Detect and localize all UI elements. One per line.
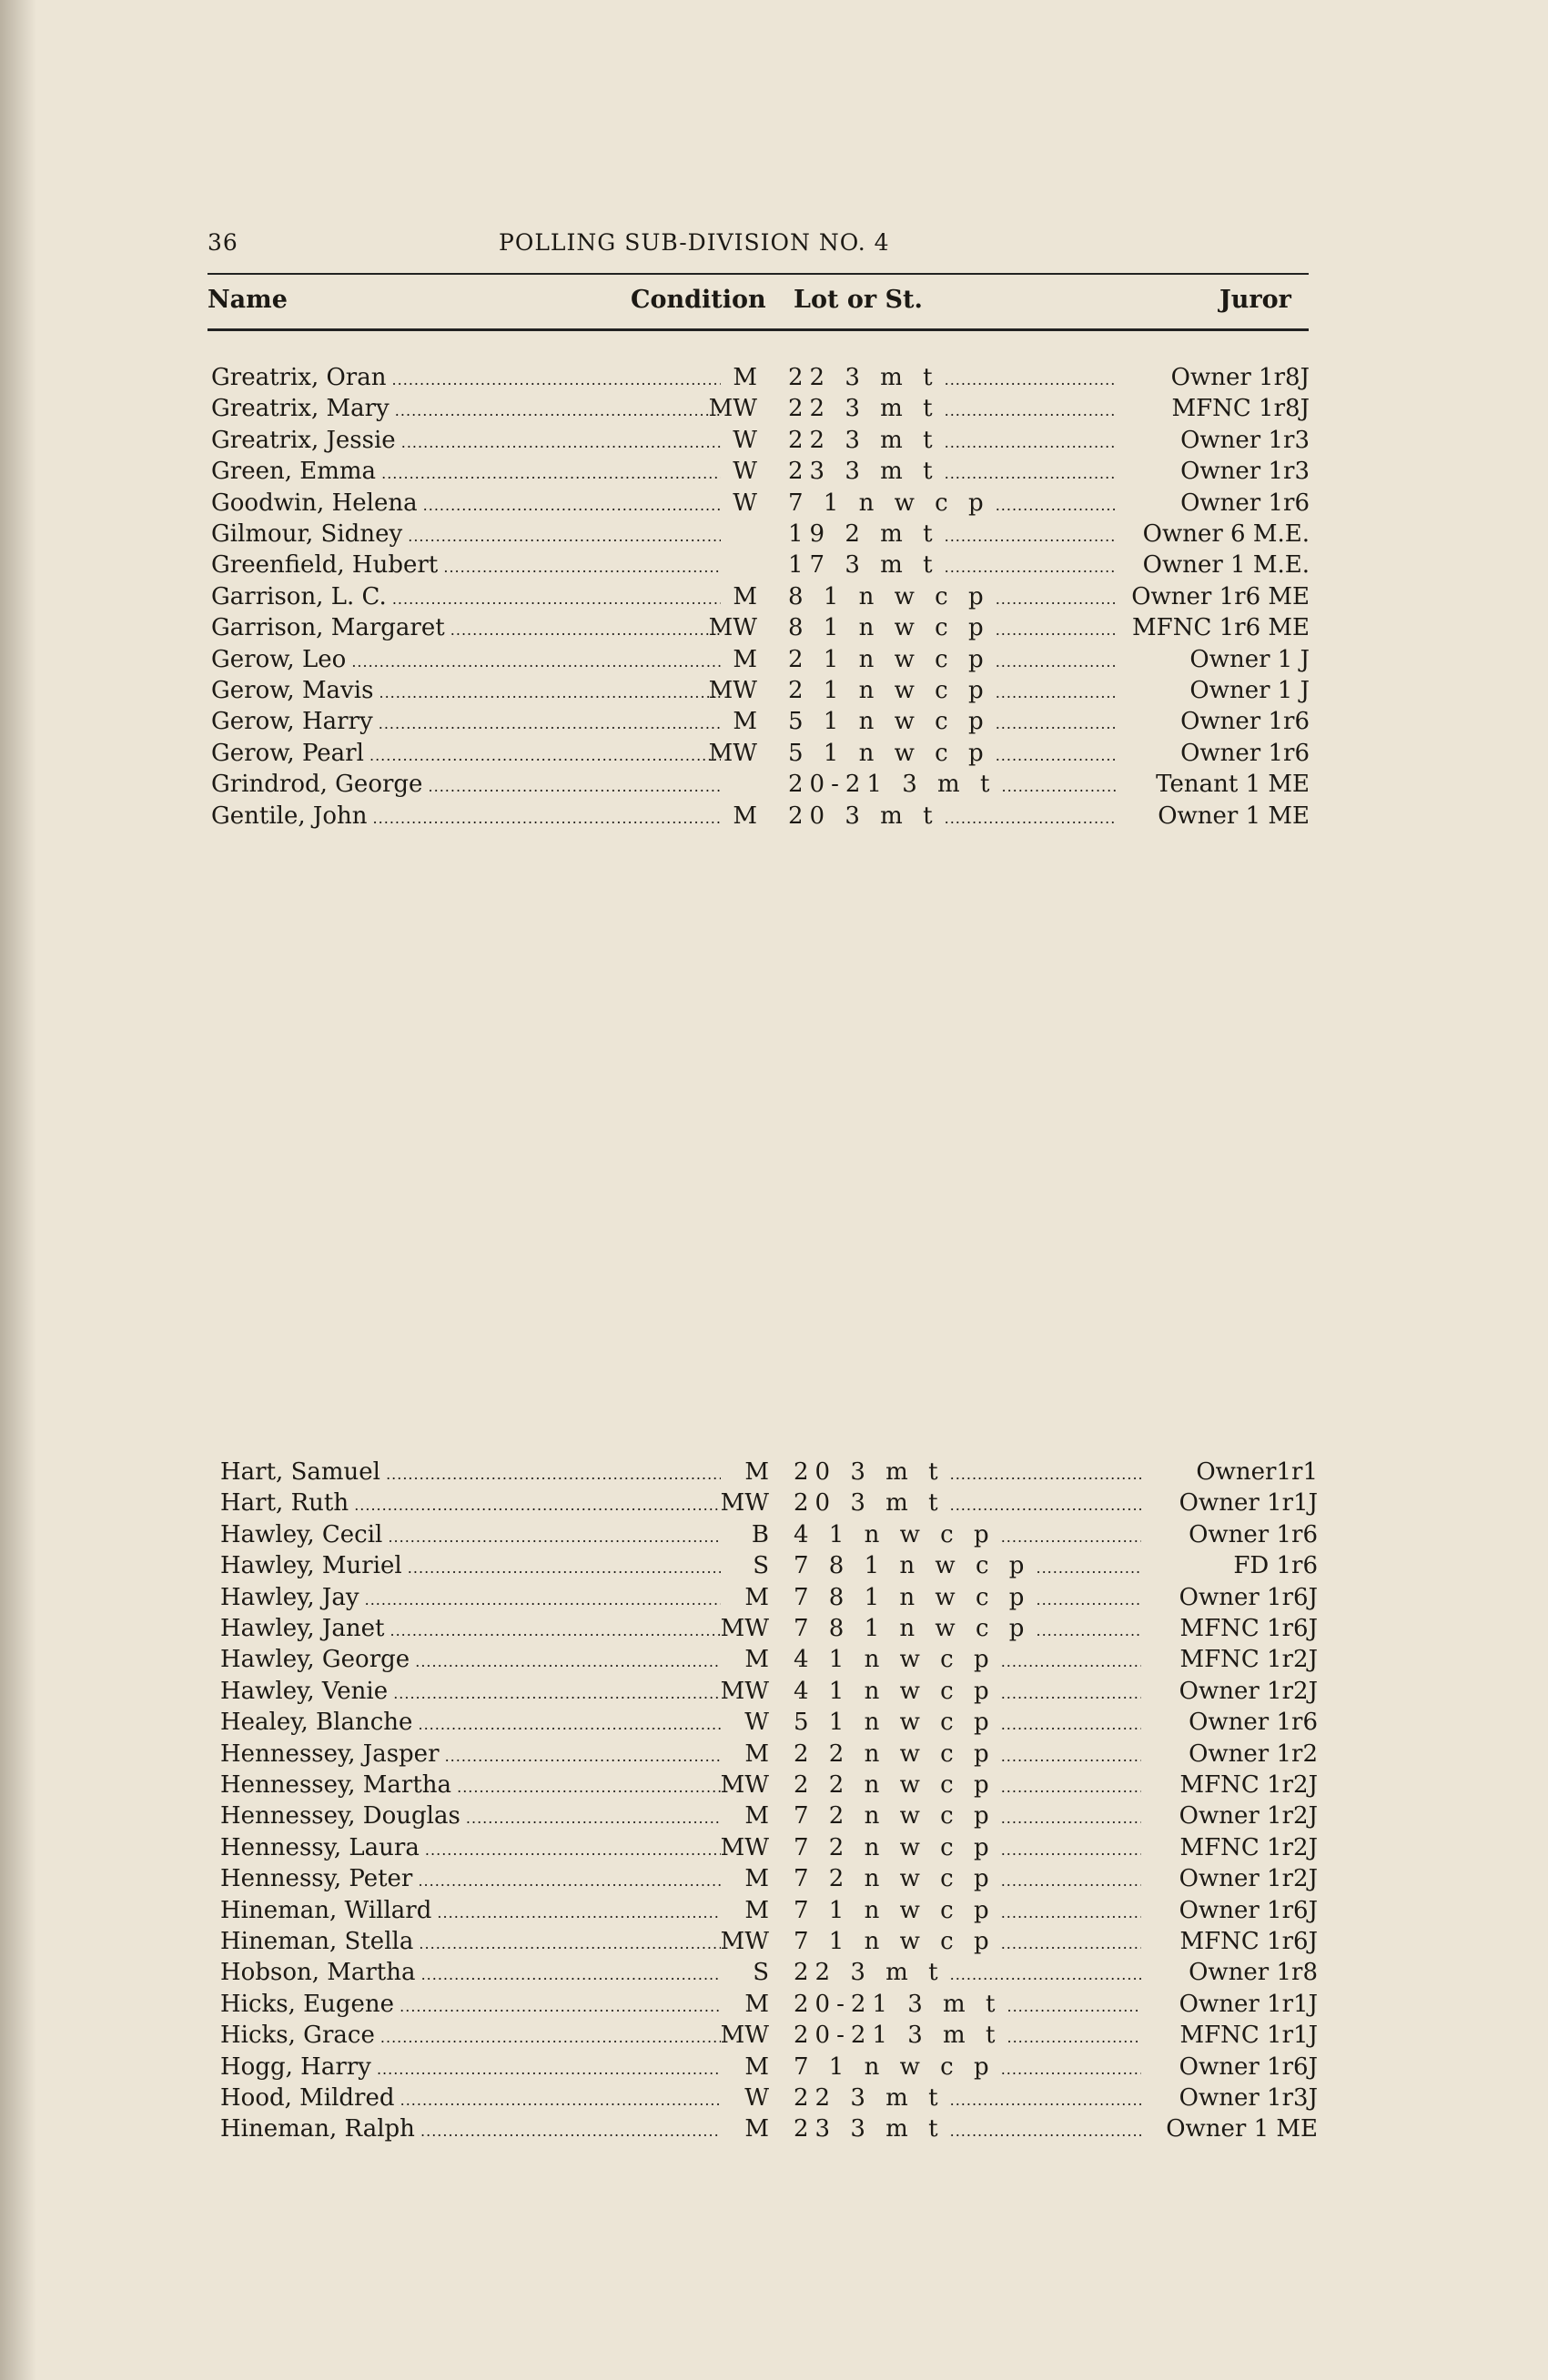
- voter-juror: MFNC 1r1J: [1176, 2022, 1318, 2049]
- list-item: [0, 2053, 1548, 2084]
- voter-name: Hawley, Jay .....: [220, 1584, 721, 1611]
- voter-lot: 5 1 n w c p .....: [794, 1709, 1141, 1736]
- list-item: [0, 1489, 1548, 1520]
- list-item: [0, 1458, 1548, 1489]
- voter-name: Green, Emma .....: [211, 458, 721, 485]
- list-item: [0, 1928, 1548, 1959]
- voter-condition: M: [733, 364, 757, 391]
- voter-juror: Owner 6 M.E.: [1139, 520, 1310, 548]
- voter-lot: 20 3 m t .....: [794, 1489, 1141, 1517]
- voter-lot: 7 1 n w c p .....: [788, 489, 1116, 517]
- voter-lot: 22 3 m t .....: [788, 395, 1116, 422]
- list-item: [0, 364, 1548, 395]
- voter-name: Hawley, Janet .....: [220, 1615, 721, 1642]
- voter-name: Goodwin, Helena .....: [211, 489, 721, 517]
- voter-lot: 2 2 n w c p .....: [794, 1740, 1141, 1768]
- voter-name: Gilmour, Sidney .....: [211, 520, 721, 548]
- voter-lot: 7 8 1 n w c p .....: [794, 1584, 1141, 1611]
- voter-name: Grindrod, George .....: [211, 771, 721, 798]
- voter-name: Greenfield, Hubert .....: [211, 551, 721, 579]
- voter-lot: 8 1 n w c p .....: [788, 614, 1116, 641]
- list-item: [0, 1521, 1548, 1552]
- voter-name: Hawley, Cecil .....: [220, 1521, 721, 1548]
- column-header-condition: Condition: [631, 286, 766, 314]
- list-item: [0, 1834, 1548, 1865]
- list-item: [0, 740, 1548, 771]
- voter-lot: 2 1 n w c p .....: [788, 677, 1116, 704]
- voter-juror: Owner 1r8J: [1168, 364, 1310, 391]
- list-item: [0, 1771, 1548, 1802]
- voter-name: Gerow, Harry .....: [211, 708, 721, 735]
- voter-condition: M: [744, 2052, 769, 2081]
- list-item: [0, 1709, 1548, 1740]
- voter-lot: 5 1 n w c p .....: [788, 740, 1116, 767]
- voter-juror: Tenant 1 ME: [1152, 771, 1310, 798]
- voter-juror: Owner 1 ME: [1162, 2115, 1318, 2143]
- list-item: [0, 458, 1548, 489]
- list-item: [0, 1584, 1548, 1615]
- voter-lot: 22 3 m t .....: [794, 1959, 1141, 1986]
- voter-condition: W: [733, 458, 757, 486]
- voter-name: Greatrix, Jessie .....: [211, 427, 721, 454]
- voter-condition: M: [744, 1740, 769, 1768]
- list-item: [0, 802, 1548, 833]
- list-item: [0, 1865, 1548, 1896]
- voter-condition: M: [744, 1896, 769, 1924]
- list-item: [0, 427, 1548, 458]
- voter-juror: MFNC 1r2J: [1176, 1771, 1318, 1799]
- page-number: 36: [207, 229, 238, 256]
- voter-condition: MW: [708, 395, 757, 423]
- voter-condition: M: [744, 1990, 769, 2018]
- voter-condition: MW: [720, 2022, 769, 2050]
- voter-juror: Owner 1r6J: [1176, 2053, 1318, 2081]
- voter-name: Gerow, Mavis .....: [211, 677, 721, 704]
- voter-lot: 20-21 3 m t .....: [794, 2022, 1141, 2049]
- voter-name: Gerow, Leo .....: [211, 646, 721, 673]
- voter-lot: 4 1 n w c p .....: [794, 1521, 1141, 1548]
- voter-lot: 23 3 m t .....: [788, 458, 1116, 485]
- list-item: [0, 677, 1548, 708]
- voter-juror: Owner 1r6: [1185, 1709, 1318, 1736]
- voter-name: Hogg, Harry .....: [220, 2053, 721, 2081]
- voter-lot: 7 1 n w c p .....: [794, 1897, 1141, 1924]
- voter-name: Hicks, Grace .....: [220, 2022, 721, 2049]
- list-item: [0, 646, 1548, 677]
- voter-juror: FD 1r6: [1229, 1552, 1318, 1579]
- voter-juror: MFNC 1r6J: [1176, 1928, 1318, 1955]
- voter-condition: M: [744, 1583, 769, 1611]
- voter-juror: Owner 1r3: [1177, 427, 1310, 454]
- voter-lot: 22 3 m t .....: [788, 364, 1116, 391]
- voter-condition: M: [744, 2115, 769, 2143]
- voter-juror: Owner 1r2: [1185, 1740, 1318, 1768]
- voter-lot: 20-21 3 m t .....: [794, 1991, 1141, 2018]
- list-item: [0, 1897, 1548, 1928]
- voter-name: Hart, Samuel .....: [220, 1458, 721, 1486]
- list-item: [0, 395, 1548, 426]
- voter-condition: MW: [720, 1489, 769, 1518]
- voter-lot: 17 3 m t .....: [788, 551, 1116, 579]
- voter-condition: S: [753, 1552, 769, 1580]
- voter-juror: MFNC 1r2J: [1176, 1646, 1318, 1673]
- page-header: [207, 229, 1309, 266]
- voter-name: Healey, Blanche .....: [220, 1709, 721, 1736]
- voter-juror: Owner 1r8: [1185, 1959, 1318, 1986]
- voter-name: Greatrix, Oran .....: [211, 364, 721, 391]
- voter-juror: Owner 1r2J: [1176, 1678, 1318, 1705]
- voter-condition: W: [733, 489, 757, 517]
- voter-condition: M: [744, 1802, 769, 1830]
- voter-name: Hineman, Stella .....: [220, 1928, 721, 1955]
- voter-name: Garrison, L. C. .....: [211, 583, 721, 610]
- voter-juror: MFNC 1r6 ME: [1128, 614, 1310, 641]
- voter-name: Hart, Ruth .....: [220, 1489, 721, 1517]
- voter-condition: B: [751, 1520, 769, 1548]
- voter-name: Hawley, Venie .....: [220, 1678, 721, 1705]
- voter-juror: Owner 1 ME: [1154, 802, 1310, 830]
- voter-juror: Owner 1r6: [1177, 708, 1310, 735]
- voter-juror: Owner 1 J: [1186, 677, 1310, 704]
- voter-condition: MW: [720, 1771, 769, 1799]
- voter-juror: Owner 1r2J: [1176, 1865, 1318, 1892]
- voter-juror: Owner 1 J: [1186, 646, 1310, 673]
- voter-juror: Owner 1r6: [1185, 1521, 1318, 1548]
- list-item: [0, 2022, 1548, 2052]
- voter-name: Hennessey, Douglas .....: [220, 1802, 721, 1830]
- list-item: [0, 1802, 1548, 1833]
- voter-condition: MW: [708, 739, 757, 767]
- voter-condition: W: [733, 426, 757, 454]
- voter-lot: 20 3 m t .....: [788, 802, 1116, 830]
- voter-juror: Owner 1r6: [1177, 489, 1310, 517]
- voter-lot: 20 3 m t .....: [794, 1458, 1141, 1486]
- column-header-name: Name: [207, 286, 288, 314]
- voter-juror: Owner 1r3: [1177, 458, 1310, 485]
- list-item: [0, 2084, 1548, 2115]
- voter-condition: M: [733, 708, 757, 736]
- voter-name: Hennessey, Martha .....: [220, 1771, 721, 1799]
- voter-lot: 20-21 3 m t .....: [788, 771, 1116, 798]
- column-header-juror: Juror: [1219, 286, 1291, 314]
- voter-condition: MW: [708, 614, 757, 642]
- list-item: [0, 771, 1548, 802]
- voter-condition: MW: [720, 1615, 769, 1642]
- voter-lot: 5 1 n w c p .....: [788, 708, 1116, 735]
- voter-condition: W: [744, 2084, 769, 2112]
- voter-lot: 22 3 m t .....: [788, 427, 1116, 454]
- voter-name: Hawley, George .....: [220, 1646, 721, 1673]
- voter-name: Hobson, Martha .....: [220, 1959, 721, 1986]
- voter-name: Hennessy, Laura .....: [220, 1834, 721, 1861]
- voter-name: Hineman, Willard .....: [220, 1897, 721, 1924]
- voter-condition: M: [733, 645, 757, 673]
- voter-lot: 22 3 m t .....: [794, 2084, 1141, 2112]
- list-item: [0, 1615, 1548, 1646]
- list-item: [0, 583, 1548, 614]
- list-item: [0, 1552, 1548, 1583]
- list-item: [0, 520, 1548, 551]
- list-item: [0, 614, 1548, 645]
- list-item: [0, 1991, 1548, 2022]
- voter-condition: M: [733, 802, 757, 830]
- list-item: [0, 1678, 1548, 1709]
- list-item: [0, 1646, 1548, 1677]
- voter-condition: MW: [720, 1928, 769, 1955]
- voter-lot: 23 3 m t .....: [794, 2115, 1141, 2143]
- voter-lot: 2 1 n w c p .....: [788, 646, 1116, 673]
- voter-lot: 2 2 n w c p .....: [794, 1771, 1141, 1799]
- list-item: [0, 708, 1548, 739]
- list-item: [0, 551, 1548, 582]
- list-item: [0, 1740, 1548, 1771]
- voter-lot: 7 1 n w c p .....: [794, 1928, 1141, 1955]
- voter-condition: M: [744, 1646, 769, 1674]
- voter-condition: M: [733, 582, 757, 610]
- voter-lot: 7 2 n w c p .....: [794, 1802, 1141, 1830]
- voter-juror: Owner 1r6J: [1176, 1897, 1318, 1924]
- voter-juror: MFNC 1r8J: [1168, 395, 1310, 422]
- header-rule-top: [207, 273, 1309, 275]
- voter-condition: M: [744, 1458, 769, 1486]
- voter-juror: MFNC 1r6J: [1176, 1615, 1318, 1642]
- voter-juror: Owner 1r6: [1177, 740, 1310, 767]
- voter-name: Hood, Mildred .....: [220, 2084, 721, 2112]
- voter-juror: Owner 1 M.E.: [1139, 551, 1310, 579]
- voter-name: Gentile, John .....: [211, 802, 721, 830]
- voter-condition: W: [744, 1709, 769, 1737]
- column-header-lot: Lot or St.: [794, 286, 923, 314]
- voter-juror: Owner 1r3J: [1176, 2084, 1318, 2112]
- voter-name: Hawley, Muriel .....: [220, 1552, 721, 1579]
- voter-name: Hennessy, Peter .....: [220, 1865, 721, 1892]
- voter-condition: MW: [720, 1677, 769, 1705]
- voter-lot: 19 2 m t .....: [788, 520, 1116, 548]
- voter-juror: Owner 1r6 ME: [1128, 583, 1310, 610]
- voter-name: Hineman, Ralph .....: [220, 2115, 721, 2143]
- voter-name: Greatrix, Mary .....: [211, 395, 721, 422]
- voter-condition: M: [744, 1865, 769, 1893]
- voter-lot: 4 1 n w c p .....: [794, 1678, 1141, 1705]
- list-item: [0, 2115, 1548, 2146]
- voter-condition: MW: [708, 677, 757, 704]
- voter-condition: S: [753, 1959, 769, 1987]
- voter-lot: 7 2 n w c p .....: [794, 1865, 1141, 1892]
- header-rule-bottom: [207, 328, 1309, 331]
- voter-juror: Owner 1r2J: [1176, 1802, 1318, 1830]
- list-item: [0, 1959, 1548, 1990]
- voter-name: Gerow, Pearl .....: [211, 740, 721, 767]
- voter-juror: Owner 1r6J: [1176, 1584, 1318, 1611]
- voter-juror: Owner 1r1J: [1176, 1489, 1318, 1517]
- voter-lot: 8 1 n w c p .....: [788, 583, 1116, 610]
- voter-name: Hennessey, Jasper .....: [220, 1740, 721, 1768]
- voter-juror: MFNC 1r2J: [1176, 1834, 1318, 1861]
- page-title: POLLING SUB-DIVISION NO. 4: [499, 229, 890, 256]
- voter-lot: 7 1 n w c p .....: [794, 2053, 1141, 2081]
- voter-lot: 7 8 1 n w c p .....: [794, 1615, 1141, 1642]
- voter-juror: Owner 1r1J: [1176, 1991, 1318, 2018]
- voter-lot: 7 2 n w c p .....: [794, 1834, 1141, 1861]
- voter-condition: MW: [720, 1833, 769, 1861]
- voter-lot: 7 8 1 n w c p .....: [794, 1552, 1141, 1579]
- voter-lot: 4 1 n w c p .....: [794, 1646, 1141, 1673]
- voter-juror: Owner1r1: [1192, 1458, 1318, 1486]
- voter-name: Hicks, Eugene .....: [220, 1991, 721, 2018]
- voter-name: Garrison, Margaret .....: [211, 614, 721, 641]
- list-item: [0, 489, 1548, 520]
